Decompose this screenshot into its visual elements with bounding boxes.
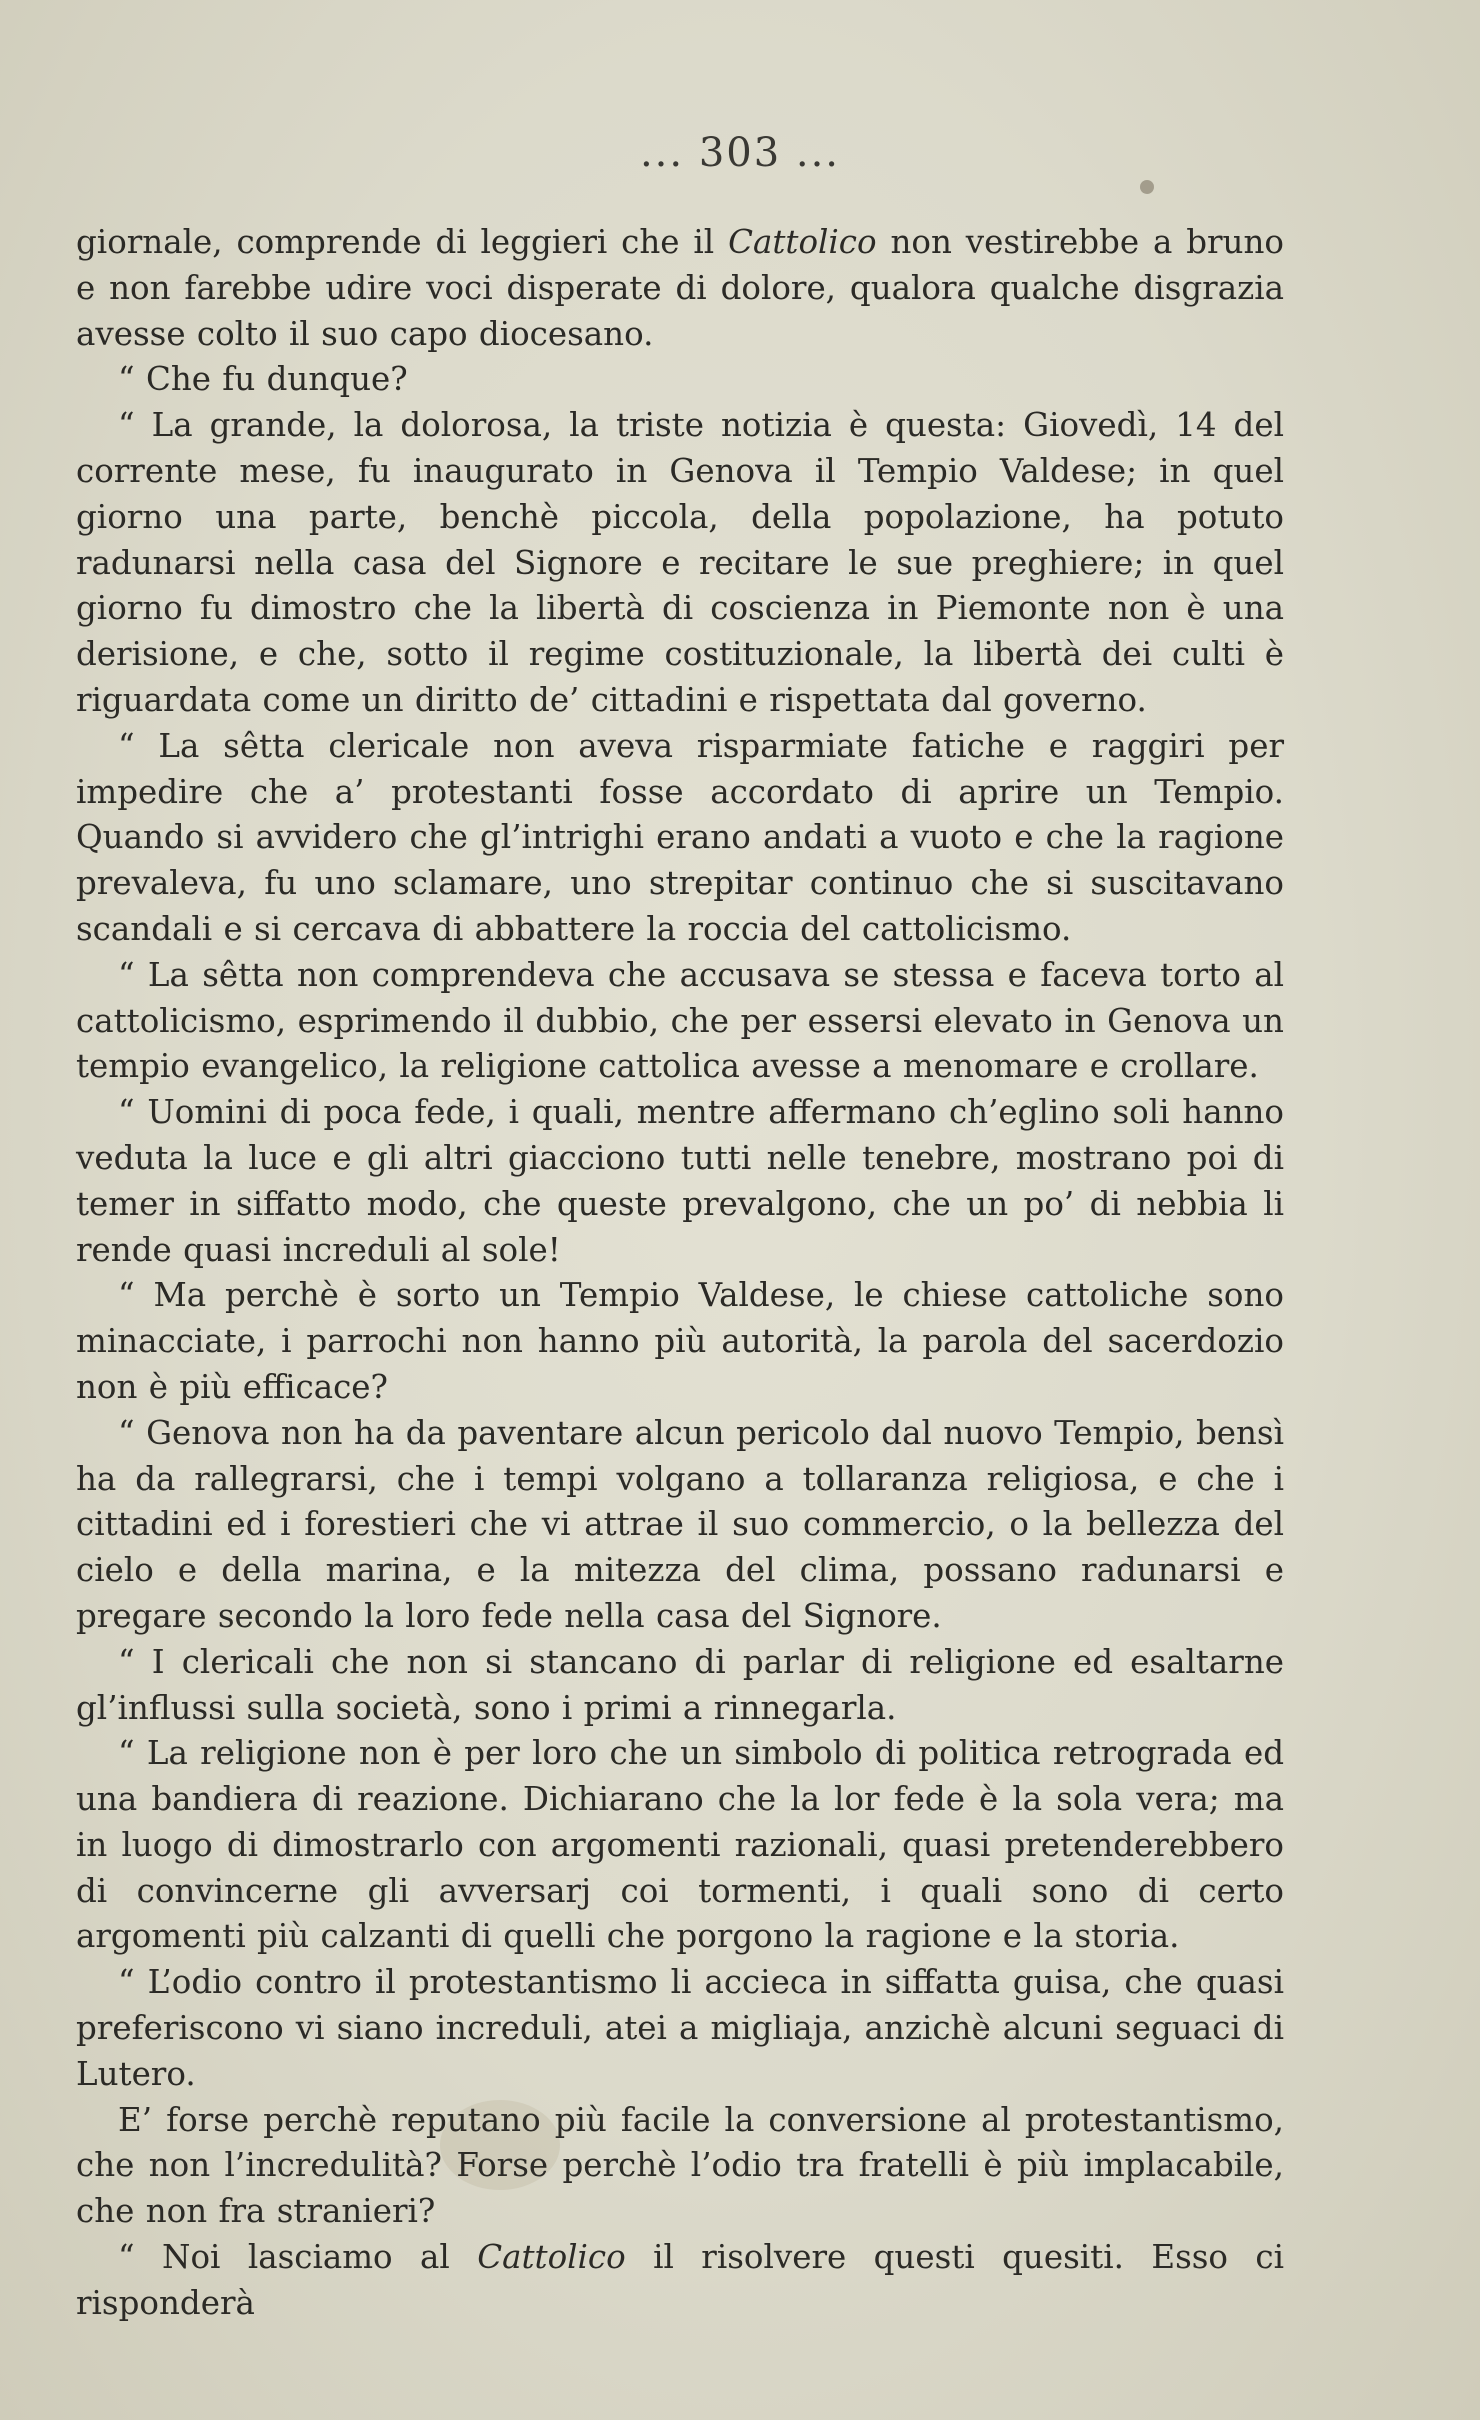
text-run: “ Noi lasciamo al [118,2238,478,2277]
page-number: ... 303 ... [639,130,841,176]
text-run: “ La religione non è per loro che un simbolo di politica retrograda ed una bandiera di reazione. Dichiarano che la lor fede è la sola vera; ma in luogo di dimostrarlo con argomenti razionali, quasi pretenderebbero di convincerne gli avversarj coi tormenti, i quali sono di certo argomenti più calzanti di quelli che porgono la ragione e la storia. [76,1734,1284,1956]
paragraph-1 [76,220,1284,357]
text-run: “ L’odio contro il protestantismo li accieca in siffatta guisa, che quasi preferiscono vi siano increduli, atei a migliaja, anzichè alcuni seguaci di Lutero. [76,1963,1284,2093]
text-run: non vestirebbe a bruno e non farebbe udire voci disperate di dolore, qualora qualche disgrazia avesse colto il suo capo diocesano. [76,223,1284,353]
text-run: “ Uomini di poca fede, i quali, mentre affermano ch’eglino soli hanno veduta la luce e gli altri giacciono tutti nelle tenebre, mostrano poi di temer in siffatto modo, che queste prevalgono, che un po’ di nebbia li rende quasi increduli al sole! [76,1093,1284,1269]
text-run: “ La sêtta clericale non aveva risparmiate fatiche e raggiri per impedire che a’ protestanti fosse accordato di aprire un Tempio. Quando si avvidero che gl’intrighi erano andati a vuoto e che la ragione prevaleva, fu uno sclamare, uno strepitar continuo che si suscitavano scandali e si cercava di abbattere la roccia del cattolicismo. [76,726,1284,948]
paragraph-12 [76,2098,1284,2235]
text-run: “ Genova non ha da paventare alcun pericolo dal nuovo Tempio, bensì ha da rallegrarsi, che i tempi volgano a tollaranza religiosa, e che i cittadini ed i forestieri che vi attrae il suo commercio, o la bellezza del cielo e della marina, e la mitezza del clima, possano radunarsi e pregare secondo la loro fede nella casa del Signore. [76,1413,1284,1635]
paragraph-4 [76,724,1284,953]
paragraph-3 [76,403,1284,724]
text-run: “ Ma perchè è sorto un Tempio Valdese, le chiese cattoliche sono minacciate, i parrochi non hanno più autorità, la parola del sacerdozio non è più efficace? [76,1276,1284,1406]
paragraph-5 [76,953,1284,1090]
body-text [76,220,1284,2327]
paragraph-11 [76,1960,1284,2097]
text-run: il risolvere questi quesiti. Esso ci risponderà [76,2238,1284,2322]
paragraph-7 [76,1273,1284,1410]
italic-title: Cattolico [728,223,877,261]
italic-title: Cattolico [477,2238,626,2277]
text-run: “ I clericali che non si stancano di parlar di religione ed esaltarne gl’influssi sulla società, sono i primi a rinnegarla. [76,1642,1284,1727]
text-run: “ La grande, la dolorosa, la triste notizia è questa: Giovedì, 14 del corrente mese, fu inaugurato in Genova il Tempio Valdese; in quel giorno una parte, benchè piccola, della popolazione, ha potuto radunarsi nella casa del Signore e recitare le sue preghiere; in quel giorno fu dimostro che la libertà di coscienza in Piemonte non è una derisione, e che, sotto il regime costituzionale, la libertà dei culti è riguardata come un diritto de’ cittadini e rispettata dal governo. [76,406,1284,719]
paragraph-13 [76,2235,1284,2327]
paper-stain [1140,180,1154,194]
text-run: “ La sêtta non comprendeva che accusava se stessa e faceva torto al cattolicismo, esprimendo il dubbio, che per essersi elevato in Genova un tempio evangelico, la religione cattolica avesse a menomare e crollare. [76,955,1284,1086]
text-run: E’ forse perchè reputano più facile la conversione al protestantismo, che non l’incredulità? Forse perchè l’odio tra fratelli è più implacabile, che non fra stranieri? [76,2100,1284,2231]
text-run: “ Che fu dunque? [118,360,408,399]
paragraph-2 [76,357,1284,403]
paragraph-9 [76,1640,1284,1732]
paragraph-8 [76,1411,1284,1640]
paragraph-10 [76,1731,1284,1960]
paragraph-6 [76,1090,1284,1273]
text-run: giornale, comprende di leggieri che il [76,223,729,261]
